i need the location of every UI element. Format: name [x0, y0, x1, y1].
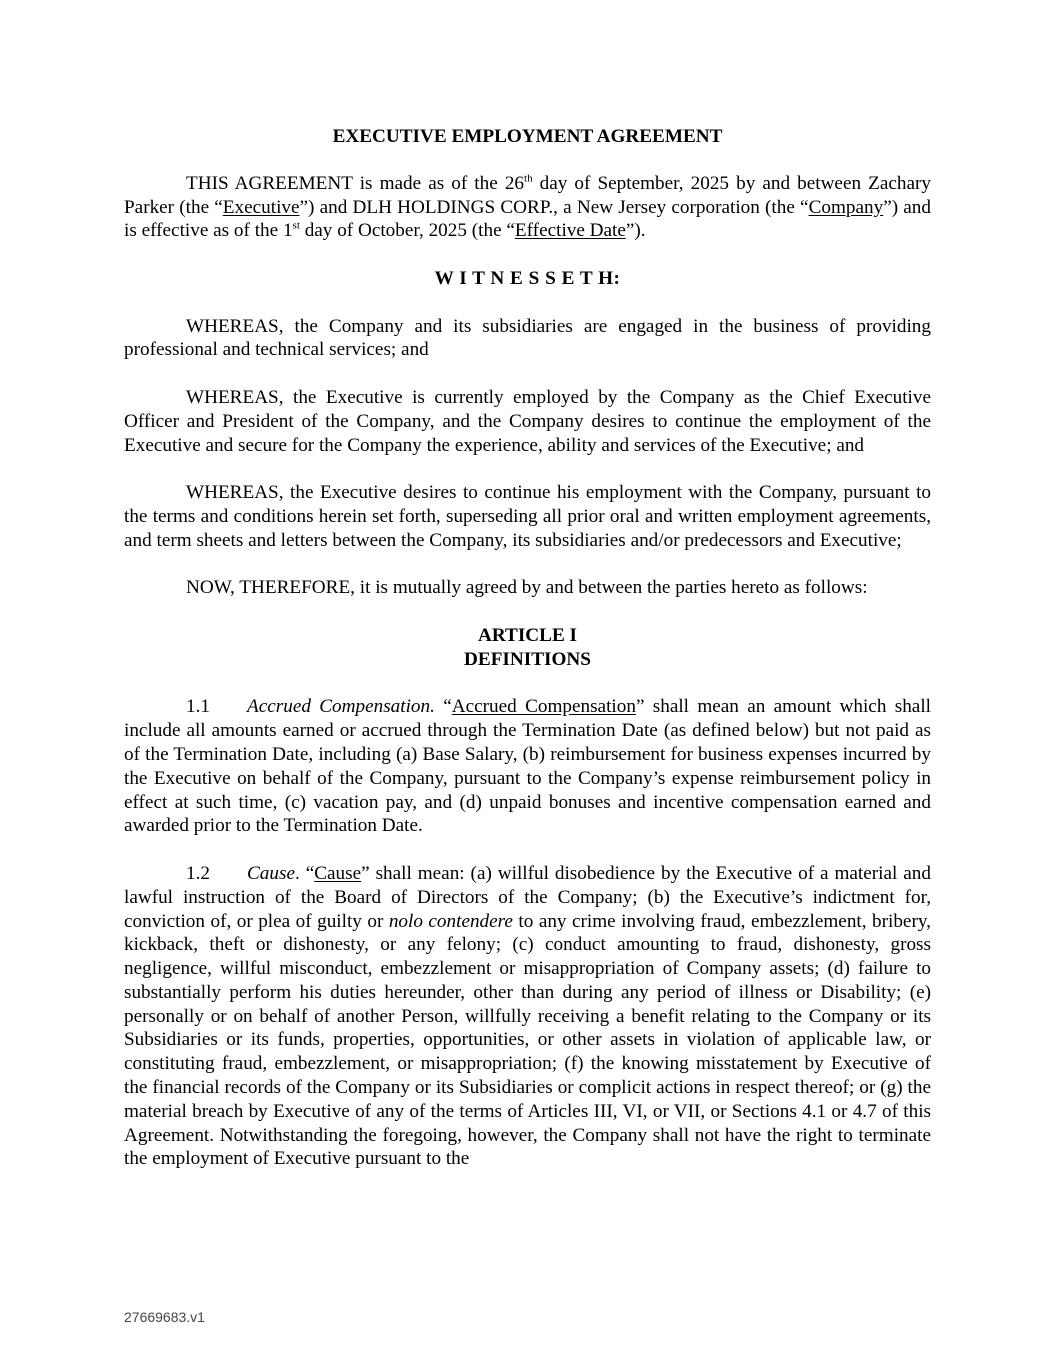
- section-number: 1.1: [186, 696, 210, 718]
- whereas-paragraph-2: WHEREAS, the Executive is currently employed by the Company as the Chief Executive Officer and President of the Company, and the Company desires to continue the employment of the Executive and secure for the Company the experience, ability and services of the Executive; and: [124, 386, 931, 456]
- article-number: ARTICLE I: [477, 624, 578, 646]
- defined-term-executive: Executive: [222, 196, 300, 218]
- whereas-paragraph-3: WHEREAS, the Executive desires to continue his employment with the Company, pursuant to the terms and conditions herein set forth, superseding all prior oral and written employment agreements, and term sheets and letters between the Company, its subsidiaries and/or predecessors and Executive;: [124, 482, 931, 551]
- defined-term-company: Company: [808, 196, 884, 218]
- defined-term-cause: Cause: [314, 862, 362, 884]
- defined-term-effective-date: Effective Date: [514, 220, 626, 242]
- document-body: [124, 125, 931, 1171]
- section-1-1: 1.1 Accrued Compensation. “Accrued Compensation” shall mean an amount which shall include all amounts earned or accrued through the Termination Date (as defined below) but not paid as of the Termination Date, including (a) Base Salary, (b) reimbursement for business expenses incurred by the Executive on behalf of the Company, pursuant to the Company’s expense reimbursement policy in effect at such time, (c) vacation pay, and (d) unpaid bonuses and incentive compensation earned and awarded prior to the Termination Date.: [124, 696, 931, 837]
- witnesseth-heading: W I T N E S S E T H:: [434, 267, 621, 289]
- now-therefore-paragraph: NOW, THEREFORE, it is mutually agreed by and between the parties hereto as follows:: [186, 577, 868, 599]
- document-footer-id: 27669683.v1: [124, 1309, 205, 1325]
- whereas-paragraph-1: WHEREAS, the Company and its subsidiaries are engaged in the business of providing professional and technical services; and: [124, 315, 931, 361]
- latin-term: nolo contendere: [388, 910, 513, 932]
- article-heading: [124, 624, 931, 672]
- defined-term-accrued-compensation: Accrued Compensation: [451, 696, 636, 718]
- section-heading: Cause: [247, 862, 295, 884]
- intro-paragraph: THIS AGREEMENT is made as of the 26th day of September, 2025 by and between Zachary Parker (the “Executive”) and DLH HOLDINGS CORP., a New Jersey corporation (the “Company”) and is effective as of the 1st day of October, 2025 (the “Effective Date”).: [124, 172, 931, 242]
- section-1-2: 1.2 Cause. “Cause” shall mean: (a) willful disobedience by the Executive of a material and lawful instruction of the Board of Directors of the Company; (b) the Executive’s indictment for, conviction of, or plea of guilty or nolo contendere to any crime involving fraud, embezzlement, bribery, kickback, theft or dishonesty, or any felony; (c) conduct amounting to fraud, dishonesty, gross negligence, willful misconduct, embezzlement or misappropriation of Company assets; (d) failure to substantially perform his duties hereunder, other than during any period of illness or Disability; (e) personally or on behalf of another Person, willfully receiving a benefit relating to the Company or its Subsidiaries or its funds, properties, opportunities, or other assets in violation of applicable law, or constituting fraud, embezzlement, or misappropriation; (f) the knowing misstatement by Executive of the financial records of the Company or its Subsidiaries or complicit actions in respect thereof; or (g) the material breach by Executive of any of the terms of Articles III, VI, or VII, or Sections 4.1 or 4.7 of this Agreement. Notwithstanding the foregoing, however, the Company shall not have the right to terminate the employment of Executive pursuant to the: [124, 862, 931, 1170]
- section-heading: Accrued Compensation.: [247, 696, 435, 718]
- section-number: 1.2: [186, 862, 210, 884]
- document-title: EXECUTIVE EMPLOYMENT AGREEMENT: [332, 126, 723, 147]
- article-title: DEFINITIONS: [464, 648, 591, 670]
